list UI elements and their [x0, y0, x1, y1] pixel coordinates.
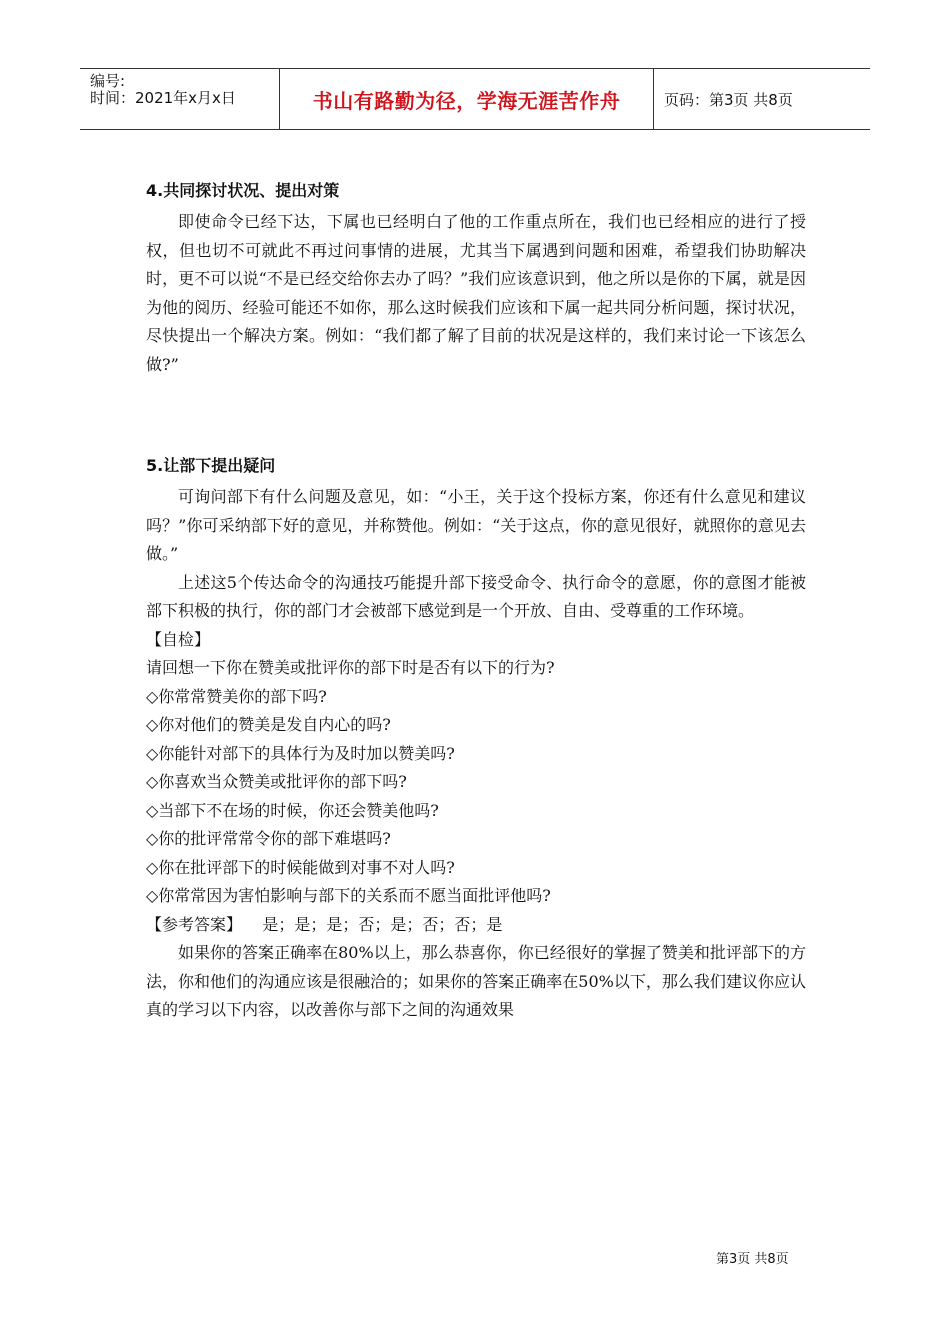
number-label: 编号:	[90, 72, 126, 90]
self-check-item: ◇你常常因为害怕影响与部下的关系而不愿当面批评他吗?	[146, 886, 551, 905]
self-check-item: ◇你常常赞美你的部下吗?	[146, 686, 327, 706]
section-4-paragraph: 即使命令已经下达，下属也已经明白了他的工作重点所在，我们也已经相应的进行了授权，但也切不可就此不再过问事情的进展，尤其当下属遇到问题和困难，希望我们协助解决时，更不可以说“不是已经交给你去办了吗？”我们应该意识到，他之所以是你的下属，就是因为他的阅历、经验可能还不如你，那么这时候我们应该和下属一起共同分析问题，探讨状况，尽快提出一个解决方案。例如：“我们都了解了目前的状况是这样的，我们来讨论一下该怎么做?”	[146, 212, 806, 374]
self-check-item: ◇你在批评部下的时候能做到对事不对人吗?	[146, 857, 455, 877]
footer-page-label: 第3页 共8页	[716, 1252, 789, 1267]
conclusion-paragraph: 如果你的答案正确率在80%以上，那么恭喜你，你已经很好的掌握了赞美和批评部下的方法，你和他们的沟通应该是很融洽的；如果你的答案正确率在50%以下，那么我们建议你应认真的学习以下内容，以改善你与部下之间的沟通效果	[146, 943, 806, 1019]
section-5-title: 5.让部下提出疑问	[146, 456, 276, 475]
header-meta	[80, 69, 280, 129]
header-page-label: 页码：第3页 共8页	[664, 90, 793, 109]
section-5-paragraph-2: 上述这5个传达命令的沟通技巧能提升部下接受命令、执行命令的意愿，你的意图才能被部下积极的执行，你的部门才会被部下感觉到是一个开放、自由、受尊重的工作环境。	[146, 572, 806, 620]
answer-line	[146, 911, 806, 940]
self-check-question: 请回想一下你在赞美或批评你的部下时是否有以下的行为?	[146, 658, 555, 677]
answer-values: 是；是；是；否；是；否；否；是	[262, 914, 503, 934]
self-check-item: ◇你的批评常常令你的部下难堪吗?	[146, 829, 391, 848]
self-check-item: ◇你喜欢当众赞美或批评你的部下吗?	[146, 772, 407, 791]
header-motto: 书山有路勤为径，学海无涯苦作舟	[280, 69, 654, 129]
section-4-title: 4.共同探讨状况、提出对策	[146, 181, 340, 200]
section-5-paragraph-1: 可询问部下有什么问题及意见，如：“小王，关于这个投标方案，你还有什么意见和建议吗？”你可采纳部下好的意见，并称赞他。例如：“关于这点，你的意见很好，就照你的意见去做。”	[146, 487, 806, 563]
self-check-heading: 【自检】	[146, 629, 211, 649]
answer-heading: 【参考答案】	[146, 914, 243, 934]
self-check-item: ◇你对他们的赞美是发自内心的吗?	[146, 715, 391, 734]
document-body	[146, 180, 806, 1025]
time-label: 时间：2021年x月x日	[90, 89, 236, 107]
page-header	[80, 68, 870, 130]
self-check-item: ◇你能针对部下的具体行为及时加以赞美吗?	[146, 743, 455, 763]
self-check-item: ◇当部下不在场的时候，你还会赞美他吗?	[146, 800, 439, 820]
